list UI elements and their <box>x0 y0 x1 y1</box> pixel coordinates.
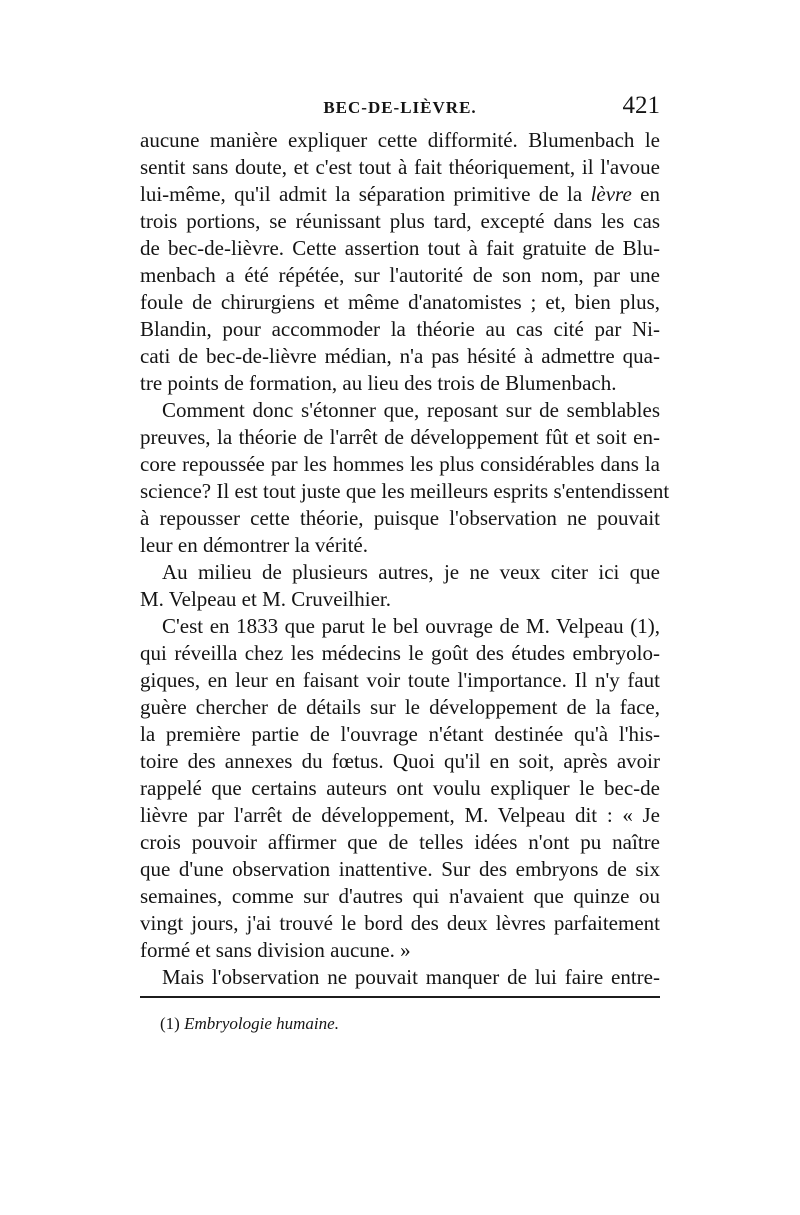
text-line: la première partie de l'ouvrage n'étant destinée qu'à l'his- <box>140 722 660 746</box>
text-line: core repoussée par les hommes les plus considérables dans la <box>140 452 660 476</box>
text-line: vingt jours, j'ai trouvé le bord des deux lèvres parfaitement <box>140 911 660 935</box>
text-line: foule de chirurgiens et même d'anatomistes ; et, bien plus, <box>140 290 660 314</box>
page-number: 421 <box>622 92 660 119</box>
text-line: M. Velpeau et M. Cruveilhier. <box>140 587 391 611</box>
text-line: giques, en leur en faisant voir toute l'importance. Il n'y faut <box>140 668 660 692</box>
text-line: preuves, la théorie de l'arrêt de développement fût et soit en- <box>140 425 660 449</box>
text-line: guère chercher de détails sur le développement de la face, <box>140 695 660 719</box>
text-line: semaines, comme sur d'autres qui n'avaient que quinze ou <box>140 884 660 908</box>
text-line: que d'une observation inattentive. Sur des embryons de six <box>140 857 660 881</box>
text-line: formé et sans division aucune. » <box>140 938 411 962</box>
text-line <box>140 181 660 208</box>
text-line: rappelé que certains auteurs ont voulu expliquer le bec-de <box>140 776 660 800</box>
text-line: tre points de formation, au lieu des trois de Blumenbach. <box>140 371 617 395</box>
text-line-start: lui-même, qu'il admit la séparation primitive de la <box>140 182 591 206</box>
footnote-marker: (1) <box>160 1014 180 1033</box>
footnote <box>160 1014 339 1034</box>
text-line: cati de bec-de-lièvre médian, n'a pas hésité à admettre qua- <box>140 344 660 368</box>
text-line: à repousser cette théorie, puisque l'observation ne pouvait <box>140 506 660 530</box>
text-line: leur en démontrer la vérité. <box>140 533 368 557</box>
text-line: lièvre par l'arrêt de développement, M. Velpeau dit : « Je <box>140 803 660 827</box>
text-line: Mais l'observation ne pouvait manquer de lui faire entre- <box>162 965 660 989</box>
footnote-rule <box>140 996 660 998</box>
text-line: Comment donc s'étonner que, reposant sur de semblables <box>162 398 660 422</box>
text-line: aucune manière expliquer cette difformité. Blumenbach le <box>140 128 660 152</box>
body-text <box>140 127 670 991</box>
text-line-end: en <box>631 182 660 206</box>
running-head <box>140 92 660 122</box>
text-line: Blandin, pour accommoder la théorie au cas cité par Ni- <box>140 317 660 341</box>
footnote-work: Embryologie humaine. <box>184 1014 339 1033</box>
italic-word: lèvre <box>590 182 632 206</box>
text-line: C'est en 1833 que parut le bel ouvrage de M. Velpeau (1), <box>162 614 660 638</box>
text-line: Au milieu de plusieurs autres, je ne veux citer ici que <box>162 560 660 584</box>
text-line: de bec-de-lièvre. Cette assertion tout à fait gratuite de Blu- <box>140 236 660 260</box>
text-line: crois pouvoir affirmer que de telles idées n'ont pu naître <box>140 830 660 854</box>
text-line: menbach a été répétée, sur l'autorité de son nom, par une <box>140 263 660 287</box>
text-line: sentit sans doute, et c'est tout à fait théoriquement, il l'avoue <box>140 155 660 179</box>
running-title: BEC-DE-LIÈVRE. <box>323 98 477 117</box>
text-line: qui réveilla chez les médecins le goût des études embryolo- <box>140 641 660 665</box>
text-line: toire des annexes du fœtus. Quoi qu'il en soit, après avoir <box>140 749 660 773</box>
text-line: trois portions, se réunissant plus tard, excepté dans les cas <box>140 209 660 233</box>
text-line: science? Il est tout juste que les meilleurs esprits s'entendissent <box>140 479 670 503</box>
